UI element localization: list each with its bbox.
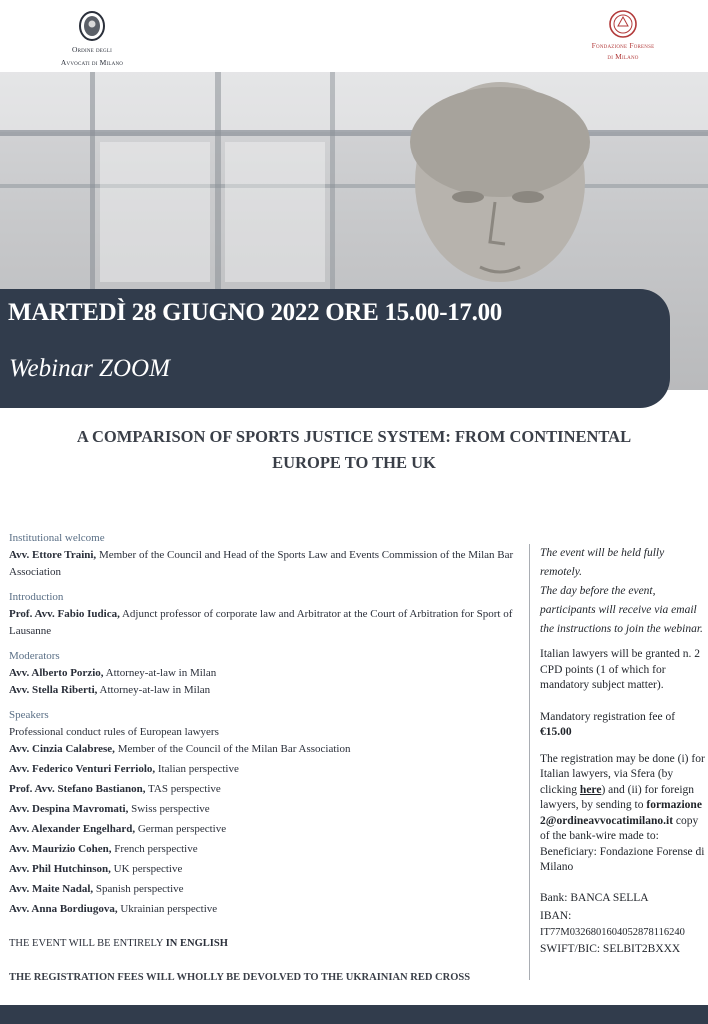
speaker-desc: Italian perspective (155, 763, 239, 775)
speaker-desc: Adjunct professor of corporate law and Arbitrator at the Court of Arbitration for Sport of Lausanne (9, 608, 513, 637)
speaker-desc: UK perspective (110, 863, 183, 875)
speaker-name: Avv. Cinzia Calabrese, (9, 743, 115, 755)
logo-right-line2: di Milano (607, 51, 639, 61)
intro-heading: Introduction (9, 591, 64, 603)
registration-text-1: The registration may be done (i) for Italian lawyers, via Sfera (by clicking (540, 752, 705, 796)
webinar-label: Webinar ZOOM (9, 355, 170, 382)
moderator-item (9, 665, 527, 682)
moderators-heading: Moderators (9, 650, 60, 662)
speaker-name: Avv. Federico Venturi Ferriolo, (9, 763, 156, 775)
speaker-desc: Ukrainian perspective (117, 903, 218, 915)
event-title-line2: EUROPE TO THE UK (272, 453, 436, 472)
fondazione-forense-logo (565, 8, 681, 61)
registration-text-2: ) and (ii) for foreign lawyers, by sending to (540, 783, 695, 811)
swift-code: SWIFT/BIC: SELBIT2BXXX (540, 943, 681, 955)
speaker-desc: French perspective (111, 843, 198, 855)
column-divider (529, 544, 530, 980)
fee-label: Mandatory registration fee of (540, 710, 676, 723)
speakers-topic: Professional conduct rules of European lawyers (9, 726, 219, 738)
iban-label: IBAN: (540, 910, 572, 922)
registration-text-3: copy of the bank-wire made to: (540, 814, 699, 842)
speaker-item (9, 861, 527, 878)
language-bold: IN ENGLISH (165, 938, 228, 949)
speaker-item (9, 761, 527, 778)
speaker-name: Prof. Avv. Stefano Bastianon, (9, 783, 146, 795)
speaker-desc: German perspective (135, 823, 227, 835)
registration-link[interactable]: here (579, 783, 602, 796)
speaker-name: Avv. Stella Riberti, (9, 684, 98, 696)
info-column (540, 544, 706, 958)
speaker-desc: Attorney-at-law in Milan (97, 684, 211, 696)
moderator-item (9, 682, 527, 699)
seal-icon (608, 8, 638, 40)
beneficiary: Beneficiary: Fondazione Forense di Milano (540, 845, 705, 873)
speaker-desc: Spanish perspective (93, 883, 184, 895)
speaker-item (9, 741, 527, 758)
instructions-note: The day before the event, participants will receive via email the instructions to join the webinar. (540, 585, 703, 635)
logo-left-line2: Avvocati di Milano (60, 57, 124, 67)
iban-value: IT77M0326801604052878116240 (540, 926, 685, 938)
speaker-desc: Member of the Council and Head of the Sports Law and Events Commission of the Milan Bar Association (9, 549, 514, 578)
intro-speaker (9, 606, 527, 640)
speaker-item (9, 901, 527, 918)
speaker-name: Avv. Alberto Porzio, (9, 667, 104, 679)
crest-icon (78, 10, 106, 42)
speaker-desc: Attorney-at-law in Milan (103, 667, 217, 679)
logo-left-line1: Ordine degli (72, 45, 112, 54)
registration-note (540, 752, 706, 845)
fee-note (540, 710, 706, 741)
speaker-name: Avv. Anna Bordiugova, (9, 903, 118, 915)
event-title (20, 424, 688, 476)
speaker-name: Avv. Ettore Traini, (9, 549, 97, 561)
speaker-name: Avv. Maurizio Cohen, (9, 843, 112, 855)
cpd-note: Italian lawyers will be granted n. 2 CPD points (1 of which for mandatory subject matter). (540, 648, 700, 691)
speaker-name: Avv. Maite Nadal, (9, 883, 94, 895)
speakers-heading: Speakers (9, 709, 49, 721)
statue-head-icon (380, 72, 640, 302)
speaker-name: Prof. Avv. Fabio Iudica, (9, 608, 120, 620)
speaker-item (9, 821, 527, 838)
speaker-name: Avv. Alexander Engelhard, (9, 823, 136, 835)
speaker-name: Avv. Despina Mavromati, (9, 803, 129, 815)
registration-email[interactable]: formazione2@ordineavvocatimilano.it (540, 799, 702, 827)
speaker-item (9, 841, 527, 858)
language-prefix: THE EVENT WILL BE ENTIRELY (9, 938, 166, 949)
speaker-item (9, 781, 527, 798)
welcome-speaker (9, 547, 527, 581)
speaker-desc: Swiss perspective (128, 803, 210, 815)
online-note: The event will be held fully remotely. (540, 547, 665, 578)
language-note (9, 938, 228, 949)
date-banner (0, 289, 670, 408)
event-title-line1: A COMPARISON OF SPORTS JUSTICE SYSTEM: FROM CONTINENTAL (76, 427, 632, 446)
fees-note: THE REGISTRATION FEES WILL WHOLLY BE DEVOLVED TO THE UKRAINIAN RED CROSS (9, 972, 471, 983)
speaker-item (9, 881, 527, 898)
logo-right-line1: Fondazione Forense (591, 41, 655, 50)
event-date: MARTEDÌ 28 GIUGNO 2022 ORE 15.00-17.00 (8, 299, 502, 326)
bank-name: Bank: BANCA SELLA (540, 891, 649, 904)
speaker-desc: TAS perspective (145, 783, 221, 795)
speaker-item (9, 801, 527, 818)
ordine-avvocati-logo (40, 10, 144, 67)
program (9, 530, 527, 918)
footer-band (0, 1005, 708, 1024)
speaker-desc: Member of the Council of the Milan Bar Association (114, 743, 351, 755)
speaker-name: Avv. Phil Hutchinson, (9, 863, 111, 875)
welcome-heading: Institutional welcome (9, 532, 105, 544)
fee-value: €15.00 (540, 726, 572, 738)
